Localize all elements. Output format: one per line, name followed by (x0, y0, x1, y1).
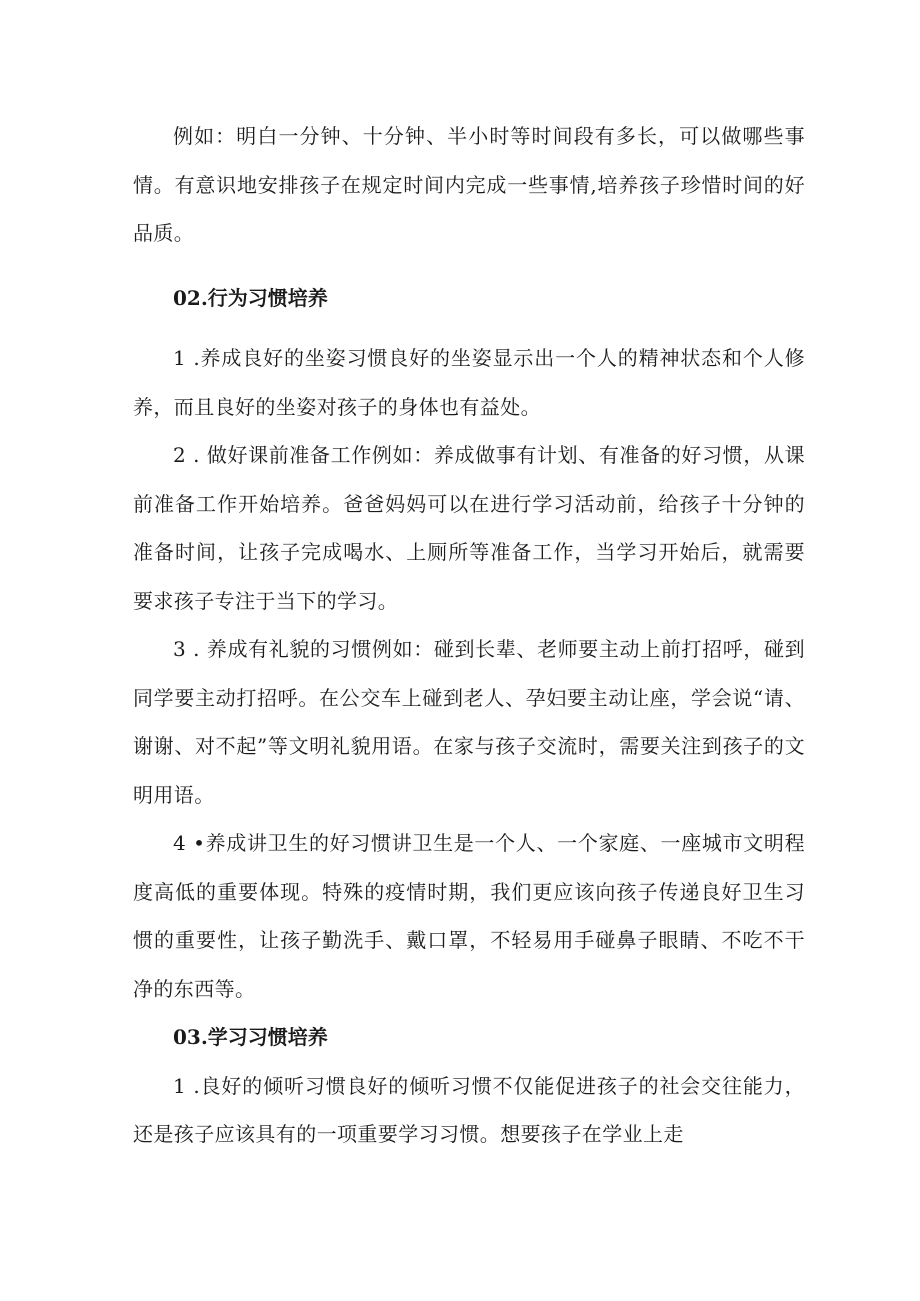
paragraph-class-preparation: 2 . 做好课前准备工作例如：养成做事有计划、有准备的好习惯，从课前准备工作开始培养。爸爸妈妈可以在进行学习活动前，给孩子十分钟的准备时间，让孩子完成喝水、上厕所等准备工作，当学习开始后，就需要要求孩子专注于当下的学习。 (133, 443, 805, 613)
document-body (133, 112, 805, 1159)
paragraph-sitting-posture: 1 .养成良好的坐姿习惯良好的坐姿显示出一个人的精神状态和个人修养，而且良好的坐姿对孩子的身体也有益处。 (133, 346, 805, 419)
section-heading-study-habits: 03.学习习惯培养 (173, 1025, 328, 1049)
paragraph-politeness: 3 . 养成有礼貌的习惯例如：碰到长辈、老师要主动上前打招呼，碰到同学要主动打招呼。在公交车上碰到老人、孕妇要主动让座，学会说“请、谢谢、对不起”等文明礼貌用语。在家与孩子交流时，需要关注到孩子的文明用语。 (133, 637, 805, 807)
paragraph-hygiene: 4 •养成讲卫生的好习惯讲卫生是一个人、一个家庭、一座城市文明程度高低的重要体现。特殊的疫情时期，我们更应该向孩子传递良好卫生习惯的重要性，让孩子勤洗手、戴口罩，不轻易用手碰鼻子眼睛、不吃不干净的东西等。 (133, 831, 805, 1001)
paragraph-listening-habit: 1 .良好的倾听习惯良好的倾听习惯不仅能促进孩子的社会交往能力，还是孩子应该具有的一项重要学习习惯。想要孩子在学业上走 (133, 1073, 805, 1146)
section-heading-behavior-habits: 02.行为习惯培养 (173, 285, 328, 310)
paragraph-time-examples: 例如：明白一分钟、十分钟、半小时等时间段有多长，可以做哪些事情。有意识地安排孩子在规定时间内完成一些事情,培养孩子珍惜时间的好品质。 (133, 124, 805, 245)
